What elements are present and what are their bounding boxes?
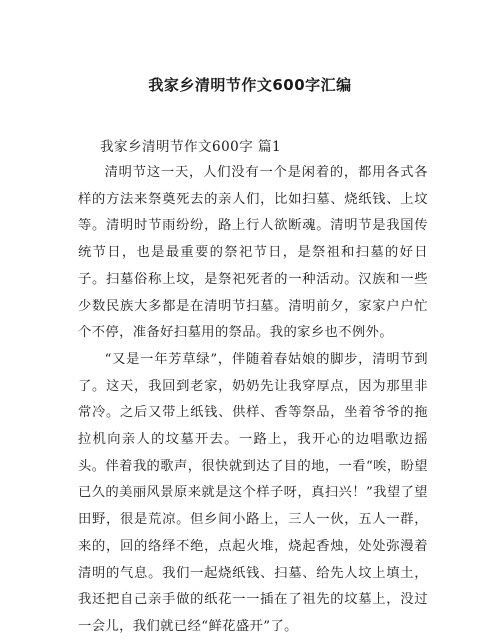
document-body xyxy=(78,160,428,641)
section-heading: 我家乡清明节作文600字 篇1 xyxy=(100,139,282,155)
paragraph: 清明节这一天，人们没有一个是闲着的，都用各式各样的方法来祭奠死去的亲人们，比如扫墓、烧纸钱、上坟等。清明时节雨纷纷，路上行人欲断魂。清明节是我国传统节日，也是最重要的祭祀节日，是祭祖和扫墓的好日子。扫墓俗称上坟，是祭祀死者的一种活动。汉族和一些少数民族大多都是在清明节扫墓。清明前夕，家家户户忙个不停，准备好扫墓用的祭品。我的家乡也不例外。 xyxy=(78,165,428,341)
paragraph: “又是一年芳草绿”，伴随着春姑娘的脚步，清明节到了。这天，我回到老家，奶奶先让我穿厚点，因为那里非常冷。之后又带上纸钱、供样、香等祭品，坐着爷爷的拖拉机向亲人的坟墓开去。一路上，我开心的边唱歌边摇头。伴着我的歌声，很快就到达了目的地，一看“唉，盼望已久的美丽风景原来就是这个样子呀，真扫兴！”我望了望田野，很是荒凉。但乡间小路上，三人一伙，五人一群，来的，回的络绎不绝，点起火堆，烧起香烛，处处弥漫着清明的气息。我们一起烧纸钱、扫墓、给先人坟上填土，我还把自己亲手做的纸花一一插在了祖先的坟墓上，没过一会儿，我们就已经“鲜花盛开”了。 xyxy=(78,351,428,634)
document-title: 我家乡清明节作文600字汇编 xyxy=(148,76,352,94)
